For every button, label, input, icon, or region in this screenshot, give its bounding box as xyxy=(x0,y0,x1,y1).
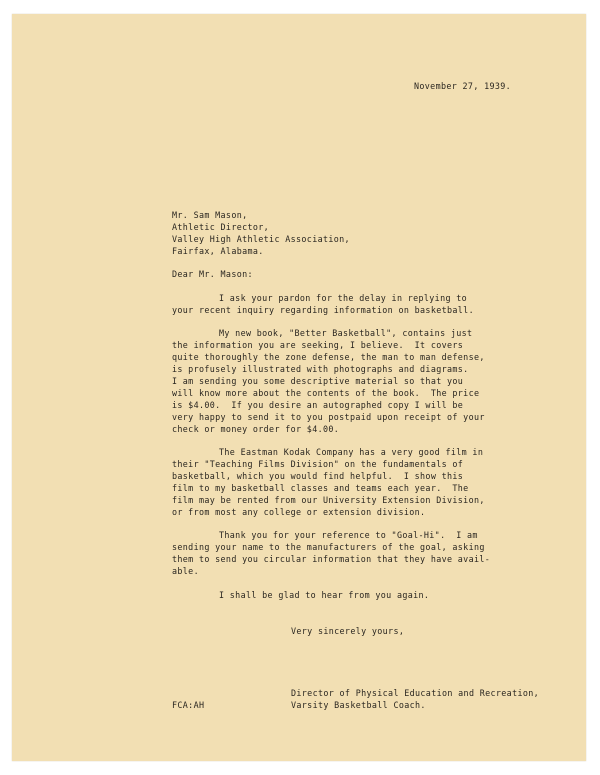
address-line: Fairfax, Alabama. xyxy=(172,246,264,256)
salutation: Dear Mr. Mason: xyxy=(172,269,253,279)
address-line: Valley High Athletic Association, xyxy=(172,234,350,244)
paragraph-line: basketball, which you would find helpful. I show this xyxy=(172,471,464,481)
paragraph-line: very happy to send it to you postpaid upon receipt of your xyxy=(172,412,485,422)
paragraph-line: film may be rented from our University Extension Division, xyxy=(172,495,485,505)
paragraph-line: My new book, "Better Basketball", contains just xyxy=(219,328,473,338)
address-line: Mr. Sam Mason, xyxy=(172,210,248,220)
paragraph-line: or from most any college or extension division. xyxy=(172,507,426,517)
letter-date: November 27, 1939. xyxy=(414,81,512,91)
paragraph-line: them to send you circular information that they have avail- xyxy=(172,554,491,564)
paragraph-line: film to my basketball classes and teams each year. The xyxy=(172,483,469,493)
paragraph-line: the information you are seeking, I believe. It covers xyxy=(172,340,464,350)
paragraph-line: their "Teaching Films Division" on the fundamentals of xyxy=(172,459,464,469)
address-line: Athletic Director, xyxy=(172,222,270,232)
paragraph-line: your recent inquiry regarding information on basketball. xyxy=(172,305,474,315)
paragraph-line: Thank you for your reference to "Goal-Hi". I am xyxy=(219,530,478,540)
signature-title-line: Director of Physical Education and Recreation, xyxy=(291,688,540,698)
complimentary-close: Very sincerely yours, xyxy=(291,626,405,636)
paragraph-line: sending your name to the manufacturers of the goal, asking xyxy=(172,542,485,552)
paragraph-line: is profusely illustrated with photographs and diagrams. xyxy=(172,364,469,374)
signature-title-line: Varsity Basketball Coach. xyxy=(291,700,426,710)
paragraph-line: will know more about the contents of the book. The price xyxy=(172,388,480,398)
paragraph-line: check or money order for $4.00. xyxy=(172,424,340,434)
typist-initials: FCA:AH xyxy=(172,700,205,710)
paragraph-line: I shall be glad to hear from you again. xyxy=(219,590,430,600)
paragraph-line: I am sending you some descriptive material so that you xyxy=(172,376,464,386)
paragraph-line: is $4.00. If you desire an autographed copy I will be xyxy=(172,400,464,410)
paragraph-line: I ask your pardon for the delay in replying to xyxy=(219,293,468,303)
paragraph-line: able. xyxy=(172,566,199,576)
paragraph-line: The Eastman Kodak Company has a very good film in xyxy=(219,447,484,457)
paragraph-line: quite thoroughly the zone defense, the man to man defense, xyxy=(172,352,485,362)
